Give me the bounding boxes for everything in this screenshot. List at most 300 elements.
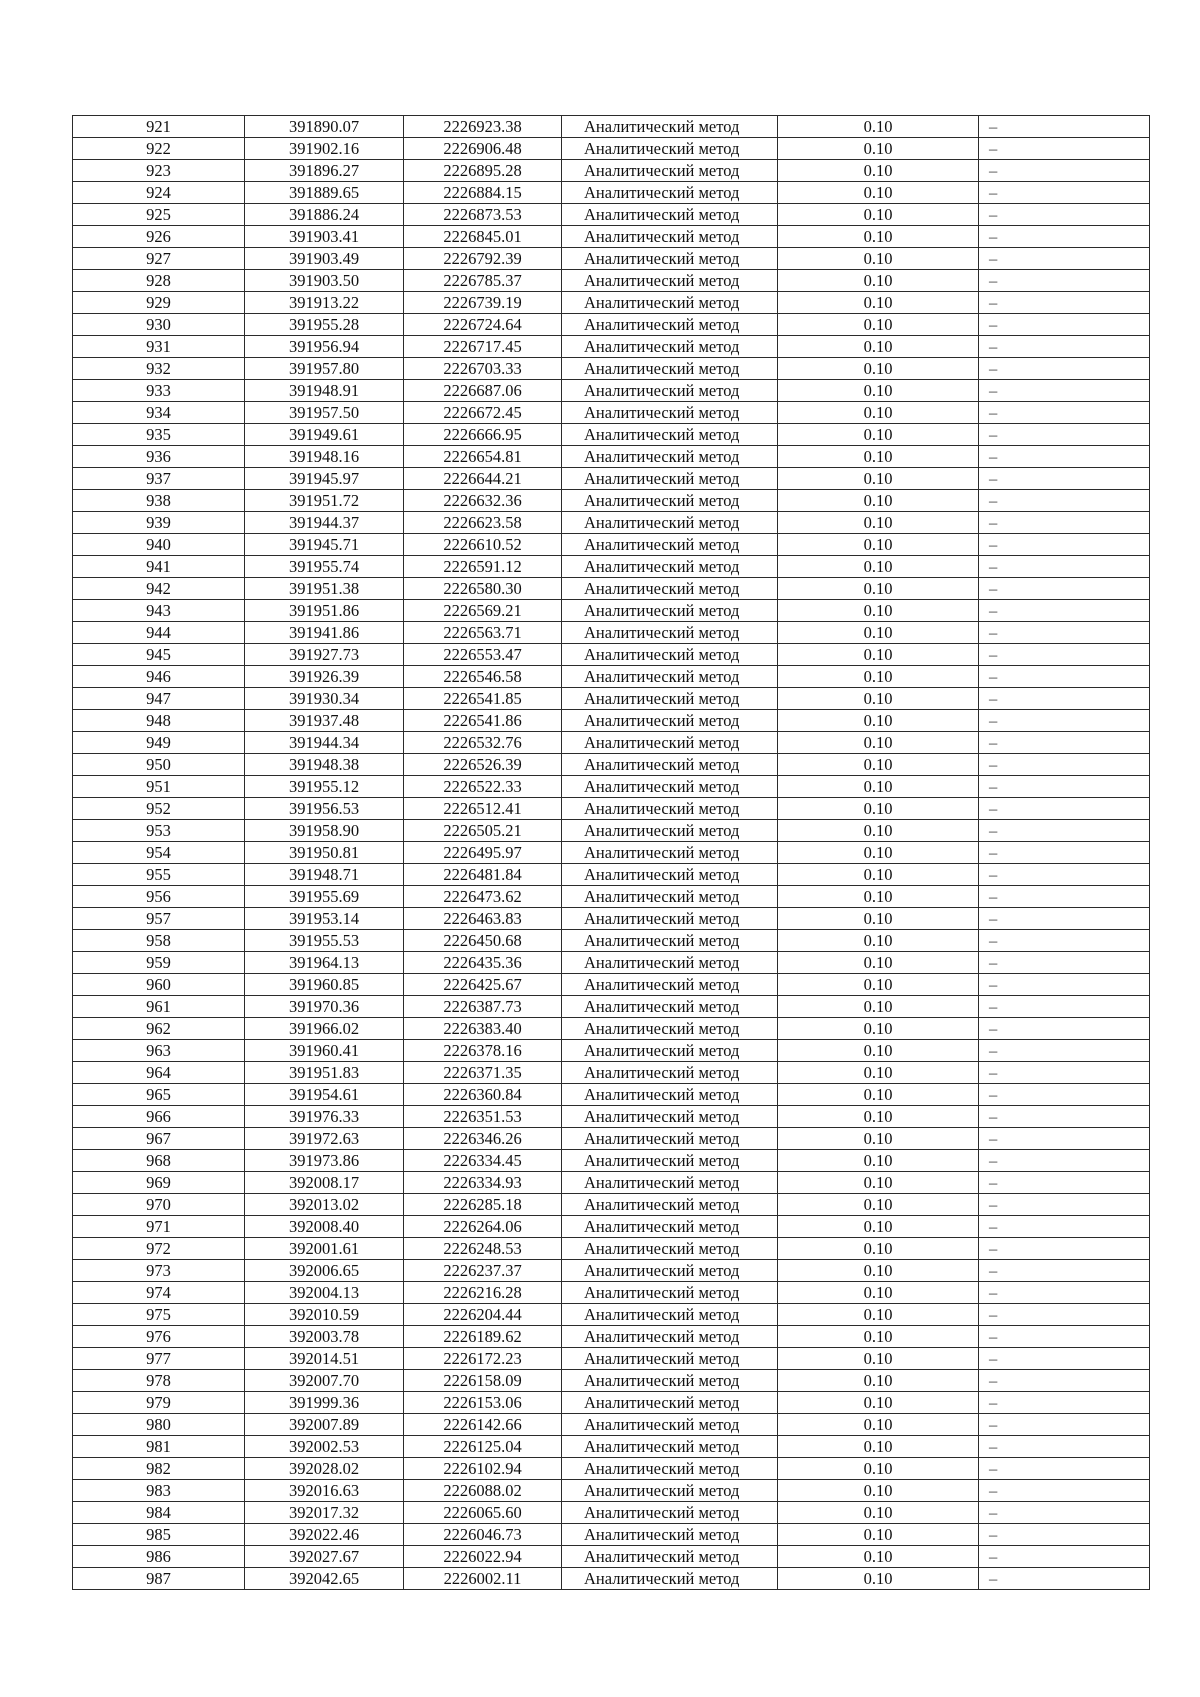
y-coordinate-cell: 2226532.76 (404, 732, 562, 754)
method-cell: Аналитический метод (562, 1282, 778, 1304)
y-coordinate-cell: 2226153.06 (404, 1392, 562, 1414)
y-coordinate-cell: 2226895.28 (404, 160, 562, 182)
y-coordinate-cell: 2226906.48 (404, 138, 562, 160)
x-coordinate-cell: 392042.65 (245, 1568, 404, 1590)
point-number-cell: 939 (73, 512, 245, 534)
method-cell: Аналитический метод (562, 1018, 778, 1040)
x-coordinate-cell: 391956.94 (245, 336, 404, 358)
note-cell: – (979, 688, 1150, 710)
table-row (73, 160, 1150, 182)
method-cell: Аналитический метод (562, 160, 778, 182)
table-row (73, 314, 1150, 336)
method-cell: Аналитический метод (562, 908, 778, 930)
y-coordinate-cell: 2226505.21 (404, 820, 562, 842)
precision-cell: 0.10 (778, 732, 979, 754)
note-cell: – (979, 1414, 1150, 1436)
method-cell: Аналитический метод (562, 556, 778, 578)
method-cell: Аналитический метод (562, 1172, 778, 1194)
x-coordinate-cell: 391957.80 (245, 358, 404, 380)
point-number-cell: 943 (73, 600, 245, 622)
table-row (73, 1326, 1150, 1348)
method-cell: Аналитический метод (562, 1348, 778, 1370)
table-row (73, 534, 1150, 556)
x-coordinate-cell: 391958.90 (245, 820, 404, 842)
table-row (73, 974, 1150, 996)
note-cell: – (979, 1062, 1150, 1084)
y-coordinate-cell: 2226142.66 (404, 1414, 562, 1436)
point-number-cell: 922 (73, 138, 245, 160)
point-number-cell: 964 (73, 1062, 245, 1084)
note-cell: – (979, 710, 1150, 732)
point-number-cell: 983 (73, 1480, 245, 1502)
point-number-cell: 957 (73, 908, 245, 930)
method-cell: Аналитический метод (562, 754, 778, 776)
note-cell: – (979, 1458, 1150, 1480)
point-number-cell: 979 (73, 1392, 245, 1414)
x-coordinate-cell: 391950.81 (245, 842, 404, 864)
note-cell: – (979, 446, 1150, 468)
method-cell: Аналитический метод (562, 512, 778, 534)
table-row (73, 930, 1150, 952)
method-cell: Аналитический метод (562, 1326, 778, 1348)
note-cell: – (979, 1546, 1150, 1568)
x-coordinate-cell: 391973.86 (245, 1150, 404, 1172)
table-row (73, 1524, 1150, 1546)
x-coordinate-cell: 392028.02 (245, 1458, 404, 1480)
y-coordinate-cell: 2226346.26 (404, 1128, 562, 1150)
method-cell: Аналитический метод (562, 270, 778, 292)
method-cell: Аналитический метод (562, 1370, 778, 1392)
precision-cell: 0.10 (778, 974, 979, 996)
x-coordinate-cell: 391937.48 (245, 710, 404, 732)
x-coordinate-cell: 391903.49 (245, 248, 404, 270)
precision-cell: 0.10 (778, 1458, 979, 1480)
point-number-cell: 963 (73, 1040, 245, 1062)
x-coordinate-cell: 391948.91 (245, 380, 404, 402)
precision-cell: 0.10 (778, 1524, 979, 1546)
table-row (73, 424, 1150, 446)
point-number-cell: 949 (73, 732, 245, 754)
precision-cell: 0.10 (778, 204, 979, 226)
x-coordinate-cell: 391976.33 (245, 1106, 404, 1128)
table-row (73, 1084, 1150, 1106)
table-row (73, 336, 1150, 358)
point-number-cell: 945 (73, 644, 245, 666)
point-number-cell: 927 (73, 248, 245, 270)
note-cell: – (979, 138, 1150, 160)
precision-cell: 0.10 (778, 1348, 979, 1370)
y-coordinate-cell: 2226473.62 (404, 886, 562, 908)
note-cell: – (979, 1304, 1150, 1326)
point-number-cell: 986 (73, 1546, 245, 1568)
precision-cell: 0.10 (778, 490, 979, 512)
table-row (73, 1348, 1150, 1370)
x-coordinate-cell: 391941.86 (245, 622, 404, 644)
x-coordinate-cell: 391951.72 (245, 490, 404, 512)
precision-cell: 0.10 (778, 644, 979, 666)
point-number-cell: 952 (73, 798, 245, 820)
x-coordinate-cell: 391966.02 (245, 1018, 404, 1040)
table-row (73, 1238, 1150, 1260)
precision-cell: 0.10 (778, 1172, 979, 1194)
note-cell: – (979, 314, 1150, 336)
note-cell: – (979, 930, 1150, 952)
y-coordinate-cell: 2226553.47 (404, 644, 562, 666)
y-coordinate-cell: 2226360.84 (404, 1084, 562, 1106)
precision-cell: 0.10 (778, 336, 979, 358)
method-cell: Аналитический метод (562, 688, 778, 710)
point-number-cell: 937 (73, 468, 245, 490)
table-row (73, 578, 1150, 600)
point-number-cell: 953 (73, 820, 245, 842)
method-cell: Аналитический метод (562, 710, 778, 732)
method-cell: Аналитический метод (562, 1458, 778, 1480)
point-number-cell: 946 (73, 666, 245, 688)
y-coordinate-cell: 2226495.97 (404, 842, 562, 864)
note-cell: – (979, 358, 1150, 380)
x-coordinate-cell: 391948.16 (245, 446, 404, 468)
method-cell: Аналитический метод (562, 952, 778, 974)
note-cell: – (979, 776, 1150, 798)
table-row (73, 908, 1150, 930)
point-number-cell: 936 (73, 446, 245, 468)
method-cell: Аналитический метод (562, 864, 778, 886)
table-row (73, 688, 1150, 710)
note-cell: – (979, 886, 1150, 908)
point-number-cell: 940 (73, 534, 245, 556)
table-row (73, 248, 1150, 270)
note-cell: – (979, 556, 1150, 578)
x-coordinate-cell: 392008.40 (245, 1216, 404, 1238)
point-number-cell: 970 (73, 1194, 245, 1216)
x-coordinate-cell: 392022.46 (245, 1524, 404, 1546)
x-coordinate-cell: 391902.16 (245, 138, 404, 160)
note-cell: – (979, 204, 1150, 226)
precision-cell: 0.10 (778, 1018, 979, 1040)
precision-cell: 0.10 (778, 578, 979, 600)
precision-cell: 0.10 (778, 248, 979, 270)
x-coordinate-cell: 391948.38 (245, 754, 404, 776)
table-row (73, 1128, 1150, 1150)
note-cell: – (979, 468, 1150, 490)
x-coordinate-cell: 391972.63 (245, 1128, 404, 1150)
precision-cell: 0.10 (778, 1436, 979, 1458)
precision-cell: 0.10 (778, 1282, 979, 1304)
y-coordinate-cell: 2226189.62 (404, 1326, 562, 1348)
x-coordinate-cell: 392027.67 (245, 1546, 404, 1568)
method-cell: Аналитический метод (562, 842, 778, 864)
point-number-cell: 935 (73, 424, 245, 446)
y-coordinate-cell: 2226546.58 (404, 666, 562, 688)
method-cell: Аналитический метод (562, 226, 778, 248)
note-cell: – (979, 1128, 1150, 1150)
point-number-cell: 947 (73, 688, 245, 710)
table-row (73, 842, 1150, 864)
y-coordinate-cell: 2226644.21 (404, 468, 562, 490)
y-coordinate-cell: 2226125.04 (404, 1436, 562, 1458)
y-coordinate-cell: 2226569.21 (404, 600, 562, 622)
x-coordinate-cell: 391890.07 (245, 116, 404, 138)
method-cell: Аналитический метод (562, 1150, 778, 1172)
x-coordinate-cell: 391964.13 (245, 952, 404, 974)
table-row (73, 182, 1150, 204)
precision-cell: 0.10 (778, 292, 979, 314)
y-coordinate-cell: 2226264.06 (404, 1216, 562, 1238)
note-cell: – (979, 1150, 1150, 1172)
x-coordinate-cell: 392013.02 (245, 1194, 404, 1216)
table-row (73, 1172, 1150, 1194)
precision-cell: 0.10 (778, 380, 979, 402)
table-row (73, 1502, 1150, 1524)
precision-cell: 0.10 (778, 1040, 979, 1062)
note-cell: – (979, 1436, 1150, 1458)
note-cell: – (979, 754, 1150, 776)
point-number-cell: 962 (73, 1018, 245, 1040)
method-cell: Аналитический метод (562, 1568, 778, 1590)
point-number-cell: 933 (73, 380, 245, 402)
point-number-cell: 955 (73, 864, 245, 886)
x-coordinate-cell: 391949.61 (245, 424, 404, 446)
x-coordinate-cell: 392006.65 (245, 1260, 404, 1282)
table-row (73, 600, 1150, 622)
table-row (73, 776, 1150, 798)
precision-cell: 0.10 (778, 138, 979, 160)
table-row (73, 886, 1150, 908)
point-number-cell: 950 (73, 754, 245, 776)
point-number-cell: 944 (73, 622, 245, 644)
x-coordinate-cell: 391886.24 (245, 204, 404, 226)
method-cell: Аналитический метод (562, 666, 778, 688)
precision-cell: 0.10 (778, 556, 979, 578)
method-cell: Аналитический метод (562, 1062, 778, 1084)
method-cell: Аналитический метод (562, 798, 778, 820)
note-cell: – (979, 116, 1150, 138)
note-cell: – (979, 1238, 1150, 1260)
note-cell: – (979, 336, 1150, 358)
y-coordinate-cell: 2226687.06 (404, 380, 562, 402)
y-coordinate-cell: 2226724.64 (404, 314, 562, 336)
y-coordinate-cell: 2226383.40 (404, 1018, 562, 1040)
method-cell: Аналитический метод (562, 1040, 778, 1062)
y-coordinate-cell: 2226481.84 (404, 864, 562, 886)
x-coordinate-cell: 392007.89 (245, 1414, 404, 1436)
y-coordinate-cell: 2226672.45 (404, 402, 562, 424)
table-row (73, 732, 1150, 754)
x-coordinate-cell: 392016.63 (245, 1480, 404, 1502)
x-coordinate-cell: 392003.78 (245, 1326, 404, 1348)
note-cell: – (979, 996, 1150, 1018)
note-cell: – (979, 1480, 1150, 1502)
method-cell: Аналитический метод (562, 204, 778, 226)
y-coordinate-cell: 2226065.60 (404, 1502, 562, 1524)
x-coordinate-cell: 391955.28 (245, 314, 404, 336)
point-number-cell: 980 (73, 1414, 245, 1436)
precision-cell: 0.10 (778, 930, 979, 952)
y-coordinate-cell: 2226387.73 (404, 996, 562, 1018)
note-cell: – (979, 182, 1150, 204)
note-cell: – (979, 490, 1150, 512)
x-coordinate-cell: 391944.37 (245, 512, 404, 534)
y-coordinate-cell: 2226792.39 (404, 248, 562, 270)
x-coordinate-cell: 391903.50 (245, 270, 404, 292)
y-coordinate-cell: 2226285.18 (404, 1194, 562, 1216)
y-coordinate-cell: 2226873.53 (404, 204, 562, 226)
precision-cell: 0.10 (778, 182, 979, 204)
point-number-cell: 948 (73, 710, 245, 732)
table-row (73, 1260, 1150, 1282)
note-cell: – (979, 534, 1150, 556)
x-coordinate-cell: 391951.83 (245, 1062, 404, 1084)
method-cell: Аналитический метод (562, 732, 778, 754)
x-coordinate-cell: 391953.14 (245, 908, 404, 930)
precision-cell: 0.10 (778, 314, 979, 336)
point-number-cell: 977 (73, 1348, 245, 1370)
note-cell: – (979, 402, 1150, 424)
note-cell: – (979, 864, 1150, 886)
x-coordinate-cell: 391889.65 (245, 182, 404, 204)
note-cell: – (979, 820, 1150, 842)
point-number-cell: 972 (73, 1238, 245, 1260)
x-coordinate-cell: 391927.73 (245, 644, 404, 666)
point-number-cell: 926 (73, 226, 245, 248)
point-number-cell: 930 (73, 314, 245, 336)
method-cell: Аналитический метод (562, 644, 778, 666)
x-coordinate-cell: 391955.53 (245, 930, 404, 952)
point-number-cell: 934 (73, 402, 245, 424)
precision-cell: 0.10 (778, 1568, 979, 1590)
precision-cell: 0.10 (778, 270, 979, 292)
y-coordinate-cell: 2226717.45 (404, 336, 562, 358)
precision-cell: 0.10 (778, 776, 979, 798)
method-cell: Аналитический метод (562, 358, 778, 380)
y-coordinate-cell: 2226923.38 (404, 116, 562, 138)
table-row (73, 116, 1150, 138)
point-number-cell: 961 (73, 996, 245, 1018)
table-row (73, 952, 1150, 974)
table-row (73, 138, 1150, 160)
y-coordinate-cell: 2226654.81 (404, 446, 562, 468)
table-row (73, 710, 1150, 732)
y-coordinate-cell: 2226739.19 (404, 292, 562, 314)
point-number-cell: 976 (73, 1326, 245, 1348)
y-coordinate-cell: 2226541.85 (404, 688, 562, 710)
note-cell: – (979, 1524, 1150, 1546)
y-coordinate-cell: 2226526.39 (404, 754, 562, 776)
precision-cell: 0.10 (778, 1062, 979, 1084)
table-row (73, 1568, 1150, 1590)
y-coordinate-cell: 2226204.44 (404, 1304, 562, 1326)
note-cell: – (979, 1018, 1150, 1040)
point-number-cell: 921 (73, 116, 245, 138)
table-row (73, 1458, 1150, 1480)
precision-cell: 0.10 (778, 688, 979, 710)
point-number-cell: 965 (73, 1084, 245, 1106)
note-cell: – (979, 1370, 1150, 1392)
method-cell: Аналитический метод (562, 490, 778, 512)
precision-cell: 0.10 (778, 402, 979, 424)
note-cell: – (979, 1502, 1150, 1524)
point-number-cell: 924 (73, 182, 245, 204)
x-coordinate-cell: 391960.41 (245, 1040, 404, 1062)
y-coordinate-cell: 2226463.83 (404, 908, 562, 930)
note-cell: – (979, 1568, 1150, 1590)
point-number-cell: 925 (73, 204, 245, 226)
y-coordinate-cell: 2226623.58 (404, 512, 562, 534)
note-cell: – (979, 1392, 1150, 1414)
point-number-cell: 971 (73, 1216, 245, 1238)
y-coordinate-cell: 2226158.09 (404, 1370, 562, 1392)
y-coordinate-cell: 2226371.35 (404, 1062, 562, 1084)
note-cell: – (979, 644, 1150, 666)
precision-cell: 0.10 (778, 512, 979, 534)
table-row (73, 468, 1150, 490)
y-coordinate-cell: 2226351.53 (404, 1106, 562, 1128)
x-coordinate-cell: 391913.22 (245, 292, 404, 314)
precision-cell: 0.10 (778, 424, 979, 446)
y-coordinate-cell: 2226216.28 (404, 1282, 562, 1304)
y-coordinate-cell: 2226022.94 (404, 1546, 562, 1568)
x-coordinate-cell: 391960.85 (245, 974, 404, 996)
note-cell: – (979, 798, 1150, 820)
precision-cell: 0.10 (778, 1414, 979, 1436)
method-cell: Аналитический метод (562, 930, 778, 952)
x-coordinate-cell: 392017.32 (245, 1502, 404, 1524)
y-coordinate-cell: 2226248.53 (404, 1238, 562, 1260)
note-cell: – (979, 512, 1150, 534)
method-cell: Аналитический метод (562, 820, 778, 842)
method-cell: Аналитический метод (562, 292, 778, 314)
precision-cell: 0.10 (778, 820, 979, 842)
y-coordinate-cell: 2226541.86 (404, 710, 562, 732)
point-number-cell: 951 (73, 776, 245, 798)
note-cell: – (979, 1260, 1150, 1282)
precision-cell: 0.10 (778, 908, 979, 930)
y-coordinate-cell: 2226450.68 (404, 930, 562, 952)
y-coordinate-cell: 2226102.94 (404, 1458, 562, 1480)
point-number-cell: 966 (73, 1106, 245, 1128)
table-row (73, 1370, 1150, 1392)
table-row (73, 402, 1150, 424)
note-cell: – (979, 600, 1150, 622)
precision-cell: 0.10 (778, 1326, 979, 1348)
precision-cell: 0.10 (778, 1480, 979, 1502)
note-cell: – (979, 160, 1150, 182)
method-cell: Аналитический метод (562, 1414, 778, 1436)
precision-cell: 0.10 (778, 1238, 979, 1260)
point-number-cell: 969 (73, 1172, 245, 1194)
table-row (73, 292, 1150, 314)
method-cell: Аналитический метод (562, 336, 778, 358)
note-cell: – (979, 424, 1150, 446)
y-coordinate-cell: 2226334.93 (404, 1172, 562, 1194)
table-row (73, 996, 1150, 1018)
note-cell: – (979, 1172, 1150, 1194)
method-cell: Аналитический метод (562, 578, 778, 600)
table-row (73, 380, 1150, 402)
coordinates-table (72, 115, 1150, 1590)
point-number-cell: 981 (73, 1436, 245, 1458)
method-cell: Аналитический метод (562, 1084, 778, 1106)
x-coordinate-cell: 391951.86 (245, 600, 404, 622)
table-row (73, 512, 1150, 534)
method-cell: Аналитический метод (562, 380, 778, 402)
table-row (73, 1040, 1150, 1062)
y-coordinate-cell: 2226088.02 (404, 1480, 562, 1502)
point-number-cell: 978 (73, 1370, 245, 1392)
x-coordinate-cell: 391970.36 (245, 996, 404, 1018)
method-cell: Аналитический метод (562, 974, 778, 996)
y-coordinate-cell: 2226378.16 (404, 1040, 562, 1062)
